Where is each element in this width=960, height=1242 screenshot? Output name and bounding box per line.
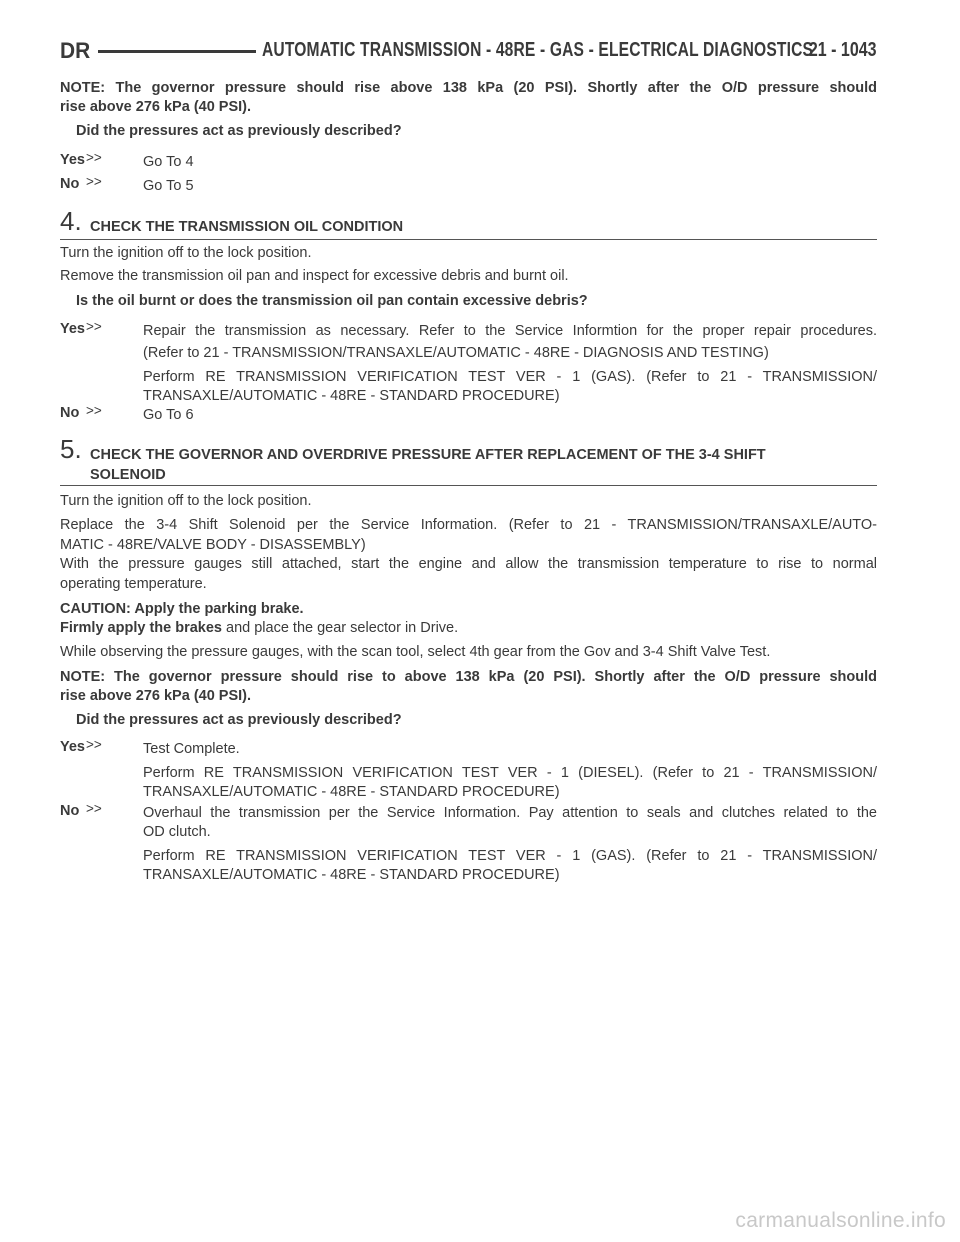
caution-text: CAUTION: Apply the parking brake. — [60, 601, 304, 617]
paragraph — [60, 516, 877, 555]
text-line[interactable]: MATIC - 48RE/VALVE BODY - DISASSEMBLY) — [60, 537, 366, 553]
question-pressures: Did the pressures act as previously described? — [76, 712, 402, 728]
arrow-icon: >> — [86, 801, 102, 816]
page-header — [60, 38, 877, 66]
page-number: 21 - 1043 — [809, 39, 877, 61]
text: and place the gear selector in Drive. — [221, 620, 459, 636]
note-line: NOTE: The governor pressure should rise above 138 kPa (20 PSI). Shortly after the O/D pressure should — [60, 80, 877, 96]
reference-link[interactable]: (Refer to 21 - TRANSMISSION/TRANSAXLE/AUTOMATIC - 48RE - DIAGNOSIS AND TESTING) — [143, 345, 769, 361]
text-line: Repair the transmission as necessary. Refer to the Service Informtion for the proper repair procedures. — [143, 323, 877, 339]
step-title: CHECK THE TRANSMISSION OIL CONDITION — [90, 219, 404, 235]
text-line[interactable]: Replace the 3-4 Shift Solenoid per the Service Information. (Refer to 21 - TRANSMISSION/TRANSAXLE/AUTO- — [60, 517, 877, 533]
response-key: No — [60, 176, 80, 192]
response-text — [143, 322, 877, 406]
section-title: AUTOMATIC TRANSMISSION - 48RE - GAS - ELECTRICAL DIAGNOSTICS — [262, 39, 814, 61]
bold-text: Firmly apply the brakes — [60, 620, 222, 636]
text-line: operating temperature. — [60, 576, 207, 592]
paragraph — [60, 555, 877, 594]
text-line: With the pressure gauges still attached, start the engine and allow the transmission temperature to rise to normal — [60, 556, 877, 572]
text-line[interactable]: TRANSAXLE/AUTOMATIC - 48RE - STANDARD PROCEDURE) — [143, 388, 560, 404]
response-key: Yes — [60, 739, 85, 755]
note-line: rise above 276 kPa (40 PSI). — [60, 688, 252, 704]
paragraph: Turn the ignition off to the lock position. — [60, 493, 312, 509]
step-title-line: CHECK THE GOVERNOR AND OVERDRIVE PRESSURE AFTER REPLACEMENT OF THE 3-4 SHIFT — [90, 447, 766, 463]
arrow-icon: >> — [86, 403, 102, 418]
note-line: rise above 276 kPa (40 PSI). — [60, 99, 252, 115]
arrow-icon: >> — [86, 174, 102, 189]
step-rule — [60, 485, 877, 486]
text-line[interactable]: TRANSAXLE/AUTOMATIC - 48RE - STANDARD PROCEDURE) — [143, 867, 560, 883]
text-line: Overhaul the transmission per the Service Information. Pay attention to seals and clutches related to the — [143, 805, 877, 821]
arrow-icon: >> — [86, 150, 102, 165]
text-line: Test Complete. — [143, 741, 240, 757]
question-oil-burnt: Is the oil burnt or does the transmission oil pan contain excessive debris? — [76, 293, 588, 309]
response-text — [143, 740, 877, 802]
response-text — [143, 804, 877, 885]
response-key: Yes — [60, 152, 85, 168]
paragraph: Turn the ignition off to the lock position. — [60, 245, 312, 261]
step-title — [90, 446, 766, 485]
text-line[interactable]: Perform RE TRANSMISSION VERIFICATION TEST VER - 1 (GAS). (Refer to 21 - TRANSMISSION/ — [143, 848, 877, 864]
response-key: No — [60, 803, 80, 819]
paragraph: While observing the pressure gauges, with the scan tool, select 4th gear from the Gov and 3-4 Shift Valve Test. — [60, 644, 771, 660]
arrow-icon: >> — [86, 737, 102, 752]
response-key: No — [60, 405, 80, 421]
step-number: 4. — [60, 206, 82, 236]
paragraph: Remove the transmission oil pan and inspect for excessive debris and burnt oil. — [60, 268, 569, 284]
header-rule — [98, 50, 256, 53]
text-line[interactable]: Perform RE TRANSMISSION VERIFICATION TEST VER - 1 (GAS). (Refer to 21 - TRANSMISSION/ — [143, 369, 877, 385]
question-pressures: Did the pressures act as previously described? — [76, 123, 402, 139]
arrow-icon: >> — [86, 319, 102, 334]
text-line: OD clutch. — [143, 824, 211, 840]
step-title-line: SOLENOID — [90, 467, 166, 483]
response-key: Yes — [60, 321, 85, 337]
note-governor-pressure — [60, 79, 877, 117]
vehicle-code: DR — [60, 38, 91, 63]
goto-link[interactable]: Go To 4 — [143, 154, 194, 170]
goto-link[interactable]: Go To 5 — [143, 178, 194, 194]
watermark: carmanualsonline.info — [735, 1209, 946, 1232]
step-rule — [60, 239, 877, 240]
text-line[interactable]: Perform RE TRANSMISSION VERIFICATION TEST VER - 1 (DIESEL). (Refer to 21 - TRANSMISSION/ — [143, 765, 877, 781]
text-line[interactable]: TRANSAXLE/AUTOMATIC - 48RE - STANDARD PROCEDURE) — [143, 784, 560, 800]
note-line: NOTE: The governor pressure should rise to above 138 kPa (20 PSI). Shortly after the O/D pressure should — [60, 669, 877, 685]
paragraph — [60, 619, 877, 638]
step-number: 5. — [60, 434, 82, 464]
note-governor-pressure — [60, 668, 877, 706]
goto-link[interactable]: Go To 6 — [143, 407, 194, 423]
